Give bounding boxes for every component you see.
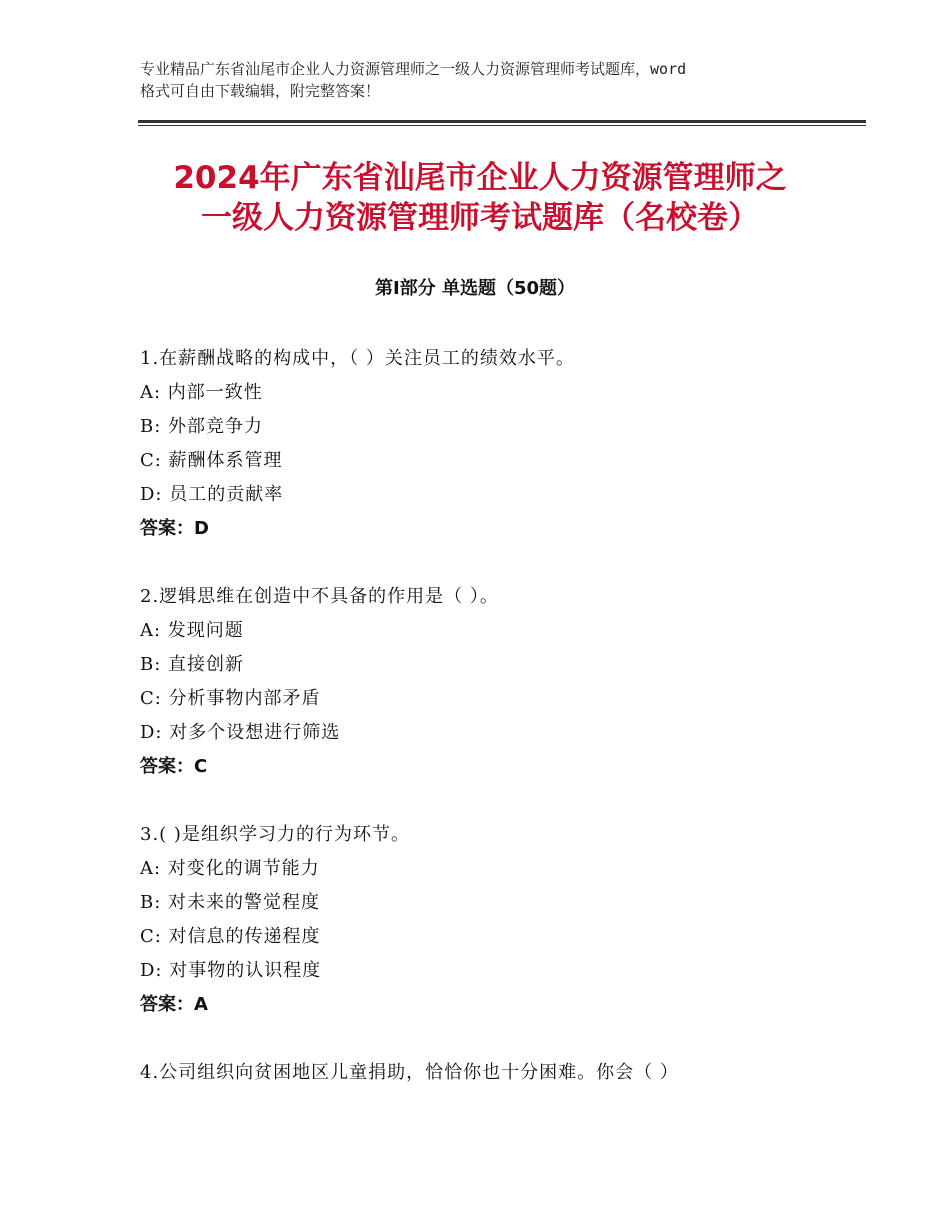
answer: 答案：D bbox=[140, 518, 209, 539]
option-a: A: 发现问题 bbox=[140, 620, 244, 641]
header-rule-thick bbox=[138, 120, 866, 123]
question-stem: 2.逻辑思维在创造中不具备的作用是（ ）。 bbox=[140, 586, 499, 607]
question-stem: 4.公司组织向贫困地区儿童捐助，恰恰你也十分困难。你会（ ） bbox=[140, 1062, 679, 1083]
document-title bbox=[80, 158, 880, 238]
option-d: D: 员工的贡献率 bbox=[140, 484, 284, 505]
header-note-line-1: 专业精品广东省汕尾市企业人力资源管理师之一级人力资源管理师考试题库，word bbox=[140, 60, 687, 78]
option-d: D: 对事物的认识程度 bbox=[140, 960, 322, 981]
question-list bbox=[140, 342, 860, 1124]
option-a: A: 内部一致性 bbox=[140, 382, 263, 403]
option-b: B: 直接创新 bbox=[140, 654, 245, 675]
question-stem: 1.在薪酬战略的构成中，（ ）关注员工的绩效水平。 bbox=[140, 348, 575, 369]
question-stem: 3.( )是组织学习力的行为环节。 bbox=[140, 824, 410, 845]
question-4 bbox=[140, 1056, 860, 1090]
option-b: B: 对未来的警觉程度 bbox=[140, 892, 321, 913]
option-d: D: 对多个设想进行筛选 bbox=[140, 722, 341, 743]
header-note bbox=[140, 58, 840, 102]
option-c: C: 对信息的传递程度 bbox=[140, 926, 321, 947]
answer: 答案：A bbox=[140, 994, 208, 1015]
question-1 bbox=[140, 342, 860, 546]
option-c: C: 分析事物内部矛盾 bbox=[140, 688, 321, 709]
answer: 答案：C bbox=[140, 756, 208, 777]
question-3 bbox=[140, 818, 860, 1022]
option-b: B: 外部竞争力 bbox=[140, 416, 264, 437]
option-a: A: 对变化的调节能力 bbox=[140, 858, 320, 879]
question-2 bbox=[140, 580, 860, 784]
document-title-line-2: 一级人力资源管理师考试题库（名校卷） bbox=[201, 200, 759, 236]
header-rule-thin bbox=[138, 125, 866, 126]
document-title-line-1: 2024年广东省汕尾市企业人力资源管理师之 bbox=[173, 160, 787, 196]
section-heading: 第Ⅰ部分 单选题（50题） bbox=[374, 278, 575, 299]
header-note-line-2: 格式可自由下载编辑，附完整答案！ bbox=[140, 82, 381, 100]
option-c: C: 薪酬体系管理 bbox=[140, 450, 283, 471]
